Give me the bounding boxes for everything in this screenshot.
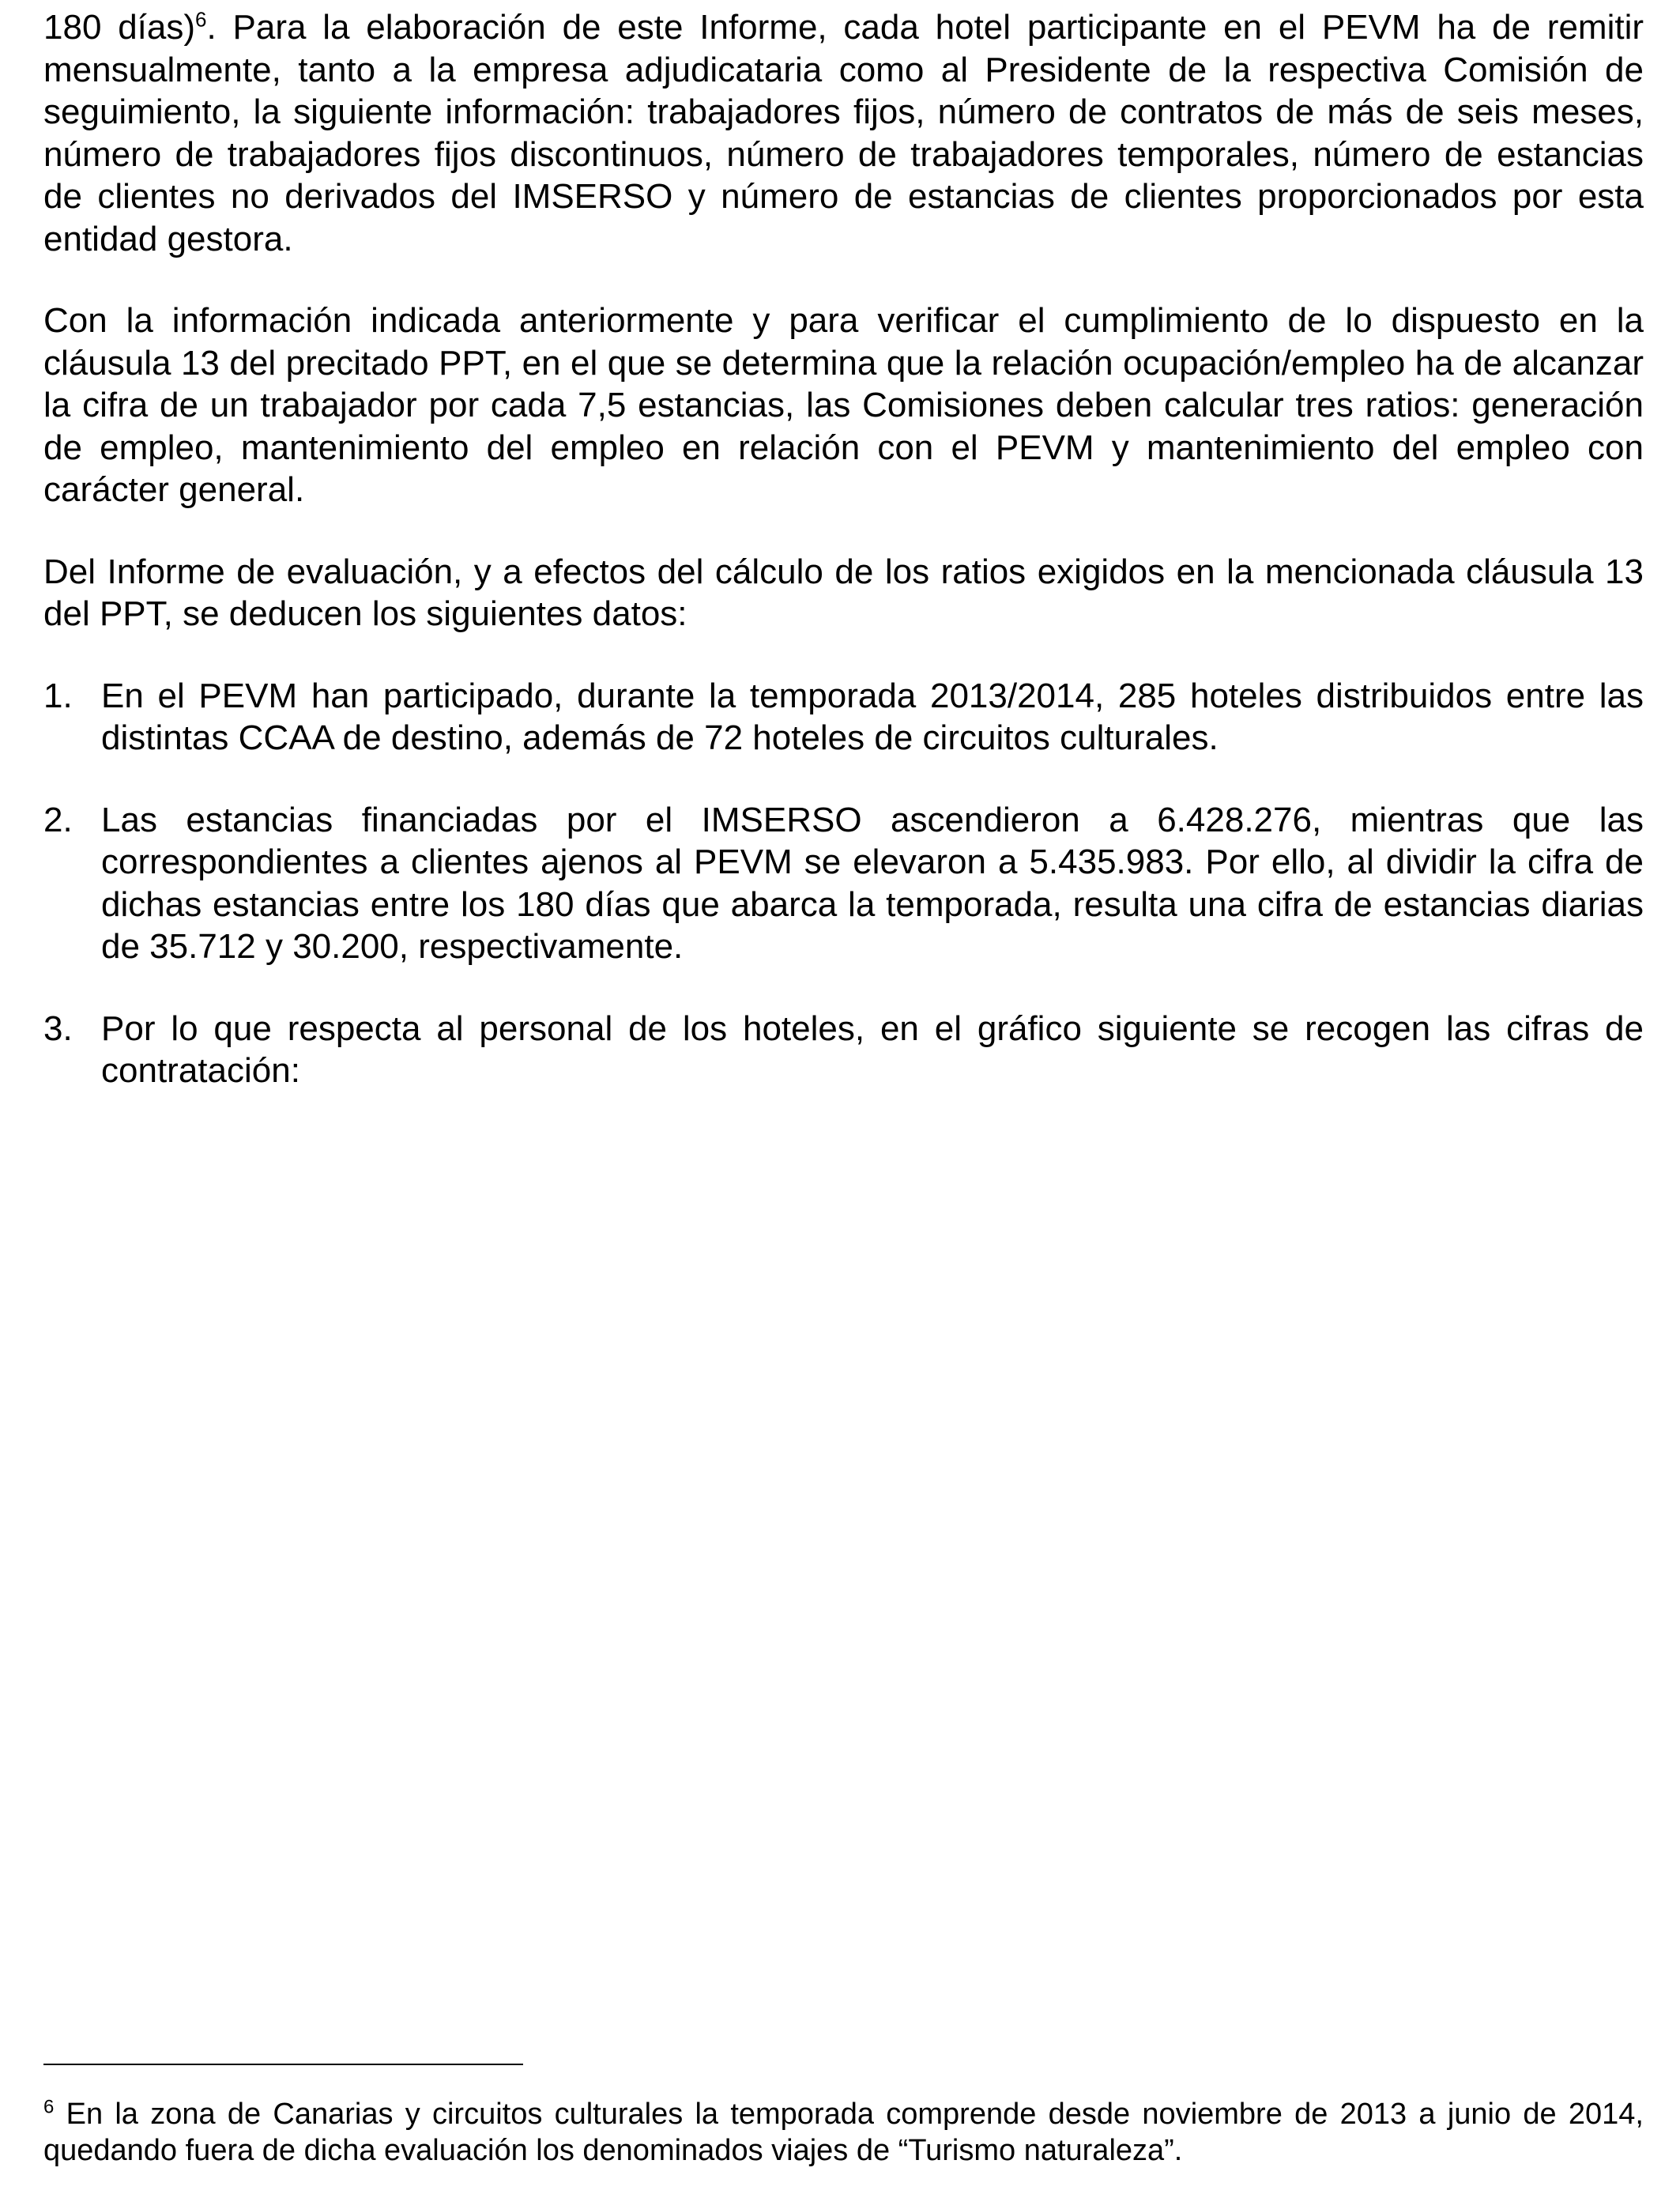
footnote-reference[interactable]: 6 — [195, 7, 207, 32]
footnote-separator — [43, 2064, 523, 2065]
footnote-text: En la zona de Canarias y circuitos culturales la temporada comprende desde noviembre de 2013 a junio de 2014, quedando fuera de dicha evaluación los denominados viajes de “Turismo naturaleza”. — [43, 2098, 1644, 2167]
paragraph-2: Con la información indicada anteriormente y para verificar el cumplimiento de lo dispuesto en la cláusula 13 del precitado PPT, en el que se determina que la relación ocupación/empleo ha de alcanzar la cifra de un trabajador por cada 7,5 estancias, las Comisiones deben calcular tres ratios: generación de empleo, mantenimiento del empleo en relación con el PEVM y mantenimiento del empleo con carácter general. — [43, 301, 1644, 509]
list-item-number: 2. — [43, 800, 73, 839]
footnote-marker: 6 — [43, 2096, 55, 2118]
list-item-text: Por lo que respecta al personal de los hoteles, en el gráfico siguiente se recogen las cifras de contratación: — [101, 1008, 1644, 1090]
paragraph-3: Del Informe de evaluación, y a efectos del cálculo de los ratios exigidos en la mencionada cláusula 13 del PPT, se deducen los siguientes datos: — [43, 552, 1644, 633]
paragraph-1-prefix: 180 días) — [43, 8, 196, 47]
footnote — [43, 2096, 1644, 2169]
list-item-number: 3. — [43, 1008, 73, 1048]
list-item-number: 1. — [43, 676, 73, 715]
list-item — [43, 1008, 1644, 1092]
data-list — [43, 675, 1644, 1092]
list-item — [43, 799, 1644, 968]
list-item-text: Las estancias financiadas por el IMSERSO ascendieron a 6.428.276, mientras que las correspondientes a clientes ajenos al PEVM se elevaron a 5.435.983. Por ello, al dividir la cifra de dichas estancias entre los 180 días que abarca la temporada, resulta una cifra de estancias diarias de 35.712 y 30.200, respectivamente. — [101, 800, 1644, 966]
list-item-text: En el PEVM han participado, durante la temporada 2013/2014, 285 hoteles distribuidos entre las distintas CCAA de destino, además de 72 hoteles de circuitos culturales. — [101, 676, 1644, 757]
document-body — [43, 6, 1644, 1132]
paragraph-1 — [43, 6, 1644, 260]
list-item — [43, 675, 1644, 760]
paragraph-1-text: . Para la elaboración de este Informe, cada hotel participante en el PEVM ha de remitir mensualmente, tanto a la empresa adjudicataria como al Presidente de la respectiva Comisión de seguimiento, la siguiente información: trabajadores fijos, número de contratos de más de seis meses, número de trabajadores fijos discontinuos, número de trabajadores temporales, número de estancias de clientes no derivados del IMSERSO y número de estancias de clientes proporcionados por esta entidad gestora. — [43, 8, 1644, 258]
